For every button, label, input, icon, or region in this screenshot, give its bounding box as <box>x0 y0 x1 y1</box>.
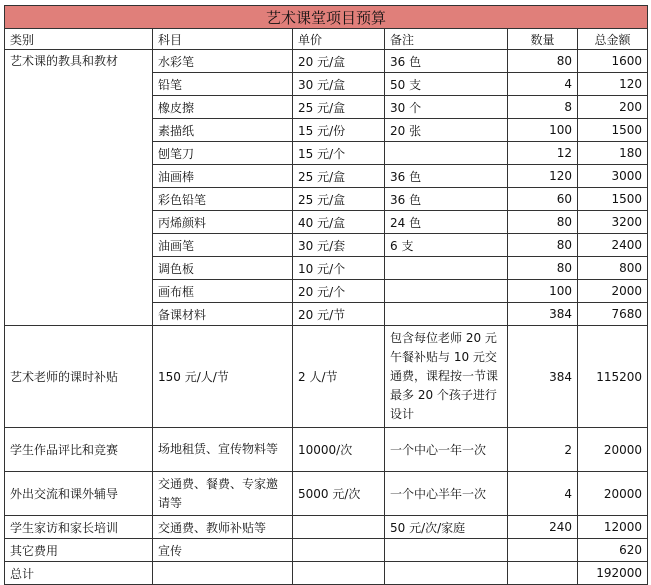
cell-qty[interactable] <box>508 539 578 562</box>
cell-subject[interactable]: 交通费、餐费、专家邀请等 <box>153 472 293 516</box>
cell-note[interactable]: 20 张 <box>385 119 508 142</box>
cell-price[interactable]: 20 元/节 <box>293 303 385 326</box>
cell-subject[interactable]: 宣传 <box>153 539 293 562</box>
cell-note[interactable]: 一个中心半年一次 <box>385 472 508 516</box>
cell-total[interactable]: 1600 <box>578 50 648 73</box>
cell-note[interactable]: 一个中心一年一次 <box>385 428 508 472</box>
cell-price[interactable]: 15 元/份 <box>293 119 385 142</box>
category-other[interactable]: 其它费用 <box>5 539 153 562</box>
cell-qty[interactable]: 120 <box>508 165 578 188</box>
cell-note[interactable] <box>385 280 508 303</box>
cell-subject[interactable]: 水彩笔 <box>153 50 293 73</box>
cell-note[interactable] <box>385 539 508 562</box>
category-student-works[interactable]: 学生作品评比和竞赛 <box>5 428 153 472</box>
header-note[interactable]: 备注 <box>385 29 508 50</box>
cell-qty[interactable]: 80 <box>508 211 578 234</box>
category-materials[interactable]: 艺术课的教具和教材 <box>5 50 153 326</box>
cell-note[interactable] <box>385 142 508 165</box>
sheet-title[interactable]: 艺术课堂项目预算 <box>5 6 648 29</box>
header-total[interactable]: 总金额 <box>578 29 648 50</box>
cell-subject[interactable]: 画布框 <box>153 280 293 303</box>
cell-total[interactable]: 180 <box>578 142 648 165</box>
cell-qty[interactable]: 4 <box>508 73 578 96</box>
cell-price[interactable]: 10 元/个 <box>293 257 385 280</box>
cell-price[interactable]: 40 元/盒 <box>293 211 385 234</box>
cell-subject[interactable]: 150 元/人/节 <box>153 326 293 428</box>
cell-subject[interactable]: 油画棒 <box>153 165 293 188</box>
cell-price[interactable]: 25 元/盒 <box>293 96 385 119</box>
cell-qty[interactable]: 384 <box>508 326 578 428</box>
cell-total[interactable]: 20000 <box>578 428 648 472</box>
cell-qty[interactable]: 240 <box>508 516 578 539</box>
cell-total[interactable]: 1500 <box>578 188 648 211</box>
title-row <box>5 6 648 29</box>
cell-subject[interactable]: 备课材料 <box>153 303 293 326</box>
cell-note[interactable]: 包含每位老师 20 元午餐补贴与 10 元交通费，课程按一节课最多 20 个孩子进行设计 <box>385 326 508 428</box>
cell-total[interactable]: 200 <box>578 96 648 119</box>
cell-qty[interactable]: 384 <box>508 303 578 326</box>
header-unit-price[interactable]: 单价 <box>293 29 385 50</box>
budget-sheet <box>4 5 647 585</box>
cell-subject[interactable]: 调色板 <box>153 257 293 280</box>
table-row <box>5 472 648 516</box>
cell-total[interactable]: 12000 <box>578 516 648 539</box>
cell-subject[interactable]: 彩色铅笔 <box>153 188 293 211</box>
cell-total[interactable]: 115200 <box>578 326 648 428</box>
table-row <box>5 539 648 562</box>
cell-price[interactable]: 30 元/套 <box>293 234 385 257</box>
cell-subject[interactable]: 橡皮擦 <box>153 96 293 119</box>
table-row <box>5 50 648 73</box>
grand-total-value[interactable]: 192000 <box>578 562 648 585</box>
cell-total[interactable]: 20000 <box>578 472 648 516</box>
cell-qty[interactable]: 12 <box>508 142 578 165</box>
header-subject[interactable]: 科目 <box>153 29 293 50</box>
cell-price[interactable]: 30 元/盒 <box>293 73 385 96</box>
cell-note[interactable]: 36 色 <box>385 165 508 188</box>
cell-qty[interactable]: 100 <box>508 119 578 142</box>
budget-table <box>4 5 648 585</box>
table-row <box>5 516 648 539</box>
cell-total[interactable]: 800 <box>578 257 648 280</box>
cell-price[interactable]: 20 元/个 <box>293 280 385 303</box>
cell-price[interactable]: 25 元/盒 <box>293 165 385 188</box>
cell-price[interactable] <box>293 516 385 539</box>
table-row <box>5 326 648 428</box>
cell-total[interactable]: 2000 <box>578 280 648 303</box>
cell-price[interactable]: 2 人/节 <box>293 326 385 428</box>
cell-subject[interactable]: 素描纸 <box>153 119 293 142</box>
cell-total[interactable]: 1500 <box>578 119 648 142</box>
cell-price[interactable]: 5000 元/次 <box>293 472 385 516</box>
cell-subject[interactable]: 丙烯颜料 <box>153 211 293 234</box>
cell-note[interactable]: 24 色 <box>385 211 508 234</box>
grand-total-label[interactable]: 总计 <box>5 562 153 585</box>
cell-qty[interactable]: 80 <box>508 234 578 257</box>
cell-note[interactable]: 6 支 <box>385 234 508 257</box>
header-row <box>5 29 648 50</box>
cell-note[interactable]: 50 支 <box>385 73 508 96</box>
cell-qty[interactable]: 8 <box>508 96 578 119</box>
cell-price[interactable]: 25 元/盒 <box>293 188 385 211</box>
table-row <box>5 428 648 472</box>
cell-qty[interactable]: 4 <box>508 472 578 516</box>
cell-total[interactable]: 7680 <box>578 303 648 326</box>
cell-total[interactable]: 3200 <box>578 211 648 234</box>
cell-qty[interactable]: 100 <box>508 280 578 303</box>
cell-note[interactable]: 30 个 <box>385 96 508 119</box>
category-teacher[interactable]: 艺术老师的课时补贴 <box>5 326 153 428</box>
cell-note[interactable] <box>385 303 508 326</box>
cell-total[interactable]: 620 <box>578 539 648 562</box>
cell-total[interactable]: 3000 <box>578 165 648 188</box>
cell-price[interactable]: 15 元/个 <box>293 142 385 165</box>
category-outings[interactable]: 外出交流和课外辅导 <box>5 472 153 516</box>
cell-note[interactable] <box>385 257 508 280</box>
header-qty[interactable]: 数量 <box>508 29 578 50</box>
category-home-visits[interactable]: 学生家访和家长培训 <box>5 516 153 539</box>
cell-price[interactable]: 10000/次 <box>293 428 385 472</box>
cell-qty[interactable]: 2 <box>508 428 578 472</box>
cell-subject[interactable]: 交通费、教师补贴等 <box>153 516 293 539</box>
cell-qty[interactable]: 60 <box>508 188 578 211</box>
cell-note[interactable]: 36 色 <box>385 50 508 73</box>
cell-price[interactable] <box>293 539 385 562</box>
cell-total[interactable]: 120 <box>578 73 648 96</box>
cell-subject[interactable]: 场地租赁、宣传物料等 <box>153 428 293 472</box>
cell-subject[interactable]: 刨笔刀 <box>153 142 293 165</box>
cell-note[interactable]: 36 色 <box>385 188 508 211</box>
cell-qty[interactable]: 80 <box>508 50 578 73</box>
cell-qty[interactable]: 80 <box>508 257 578 280</box>
cell-subject[interactable]: 铅笔 <box>153 73 293 96</box>
cell-price[interactable]: 20 元/盒 <box>293 50 385 73</box>
cell-note[interactable]: 50 元/次/家庭 <box>385 516 508 539</box>
header-category[interactable]: 类别 <box>5 29 153 50</box>
cell-subject[interactable]: 油画笔 <box>153 234 293 257</box>
cell-total[interactable]: 2400 <box>578 234 648 257</box>
